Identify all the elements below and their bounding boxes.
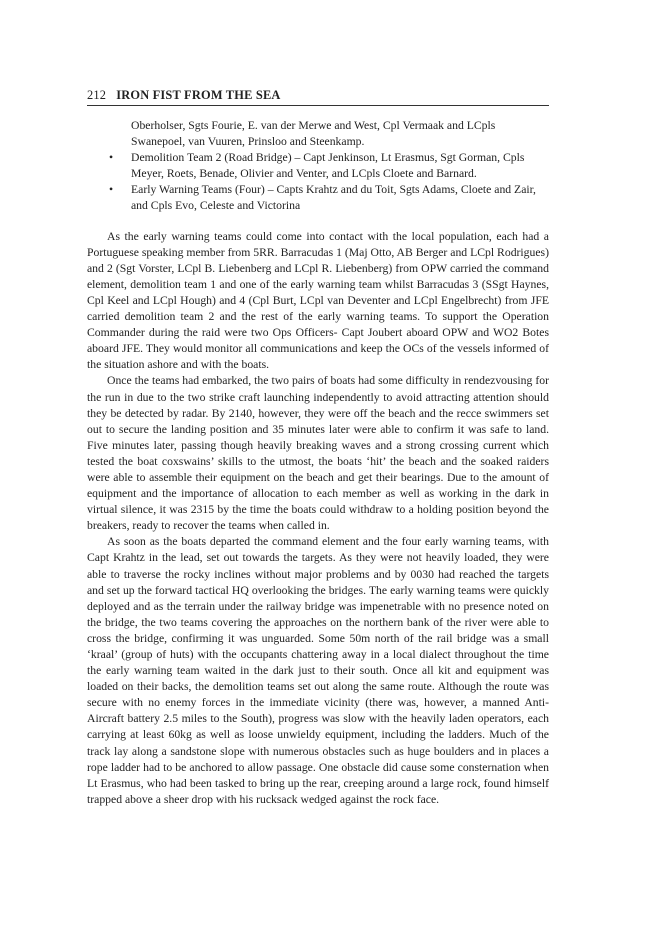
list-item bbox=[87, 150, 549, 182]
bullet-icon: • bbox=[109, 151, 114, 165]
book-page bbox=[87, 88, 549, 808]
paragraph: Once the teams had embarked, the two pairs of boats had some difficulty in rendezvousing for the run in due to the two strike craft launching independently to avoid attracting attention should they be detected by radar. By 2140, however, they were off the beach and the recce swimmers set out to secure the landing position and 35 minutes later were able to confirm it was safe to land. Five minutes later, passing though heavily breaking waves and a strong crossing current which tested the boat coxswains’ skills to the utmost, the boats ‘hit’ the beach and the soaked raiders were able to assemble their equipment on the beach and get their bearings. Due to the amount of equipment and the importance of allocation to each member as well as working in the dark in virtual silence, it was 2315 by the time the boats could withdraw to a holding position beyond the breakers, ready to recover the teams when called in. bbox=[87, 374, 549, 533]
bullet-list bbox=[87, 150, 549, 214]
list-item bbox=[87, 182, 549, 214]
body-text bbox=[87, 118, 549, 808]
spacer bbox=[87, 215, 549, 229]
list-item-continued: Oberholser, Sgts Fourie, E. van der Merwe and West, Cpl Vermaak and LCpls Swanepoel, van Vuuren, Prinsloo and Steenkamp. bbox=[131, 119, 496, 149]
page-number: 212 bbox=[87, 88, 107, 102]
list-item-text: Early Warning Teams (Four) – Capts Krahtz and du Toit, Sgts Adams, Cloete and Zair, and Cpls Evo, Celeste and Victorina bbox=[131, 183, 536, 213]
bullet-icon: • bbox=[109, 183, 114, 197]
running-header bbox=[87, 88, 549, 106]
paragraph: As soon as the boats departed the command element and the four early warning teams, with Capt Krahtz in the lead, set out towards the targets. As they were not heavily loaded, they were able to traverse the rocky inclines without major problems and by 0030 had reached the targets and set up the forward tactical HQ overlooking the bridges. The early warning teams were quickly deployed and as the terrain under the railway bridge was impenetrable with no presence noted on the bridge, the two teams covering the approaches on the northern bank of the river were able to cross the bridge, confirming it was unguarded. Some 50m north of the rail bridge was a small ‘kraal’ (group of huts) with the occupants chattering away in a local dialect throughout the time the early warning team waited in the dark just to their south. Once all kit and equipment was loaded on their backs, the demolition teams set out along the same route. Although the route was secure with no enemy forces in the immediate vicinity (there was, however, a manned Anti-Aircraft battery 2.5 miles to the South), progress was slow with the heavily laden operators, each carrying at least 60kg as well as loose unwieldy equipment, including the ladders. Much of the track lay along a sandstone slope with numerous obstacles such as huge boulders and in places a rope ladder had to be anchored to allow passage. One obstacle did cause some consternation when Lt Erasmus, who had been tasked to bring up the rear, creeping around a large rock, found himself trapped above a sheer drop with his rucksack wedged against the rock face. bbox=[87, 535, 549, 806]
list-item-text: Demolition Team 2 (Road Bridge) – Capt Jenkinson, Lt Erasmus, Sgt Gorman, Cpls Meyer, Roets, Benade, Olivier and Venter, and LCpls Cloete and Barnard. bbox=[131, 151, 525, 181]
running-title: IRON FIST FROM THE SEA bbox=[116, 88, 281, 102]
paragraph: As the early warning teams could come into contact with the local population, each had a Portuguese speaking member from 5RR. Barracudas 1 (Maj Otto, AB Berger and LCpl Rodrigues) and 2 (Sgt Vorster, LCpl B. Liebenberg and LCpl R. Liebenberg) from OPW carried the command element, demolition team 1 and one of the early warning team whilst Barracudas 3 (SSgt Haynes, Cpl Keel and LCpl Hough) and 4 (Cpl Burt, LCpl van Deventer and LCpl Engelbrecht) from JFE carried demolition team 2 and the rest of the early warning teams. To support the Operation Commander during the raid were two Ops Officers- Capt Joubert aboard OPW and WO2 Botes aboard JFE. They would monitor all communications and keep the OCs of the vessels informed of the situation ashore and with the boats. bbox=[87, 229, 549, 372]
